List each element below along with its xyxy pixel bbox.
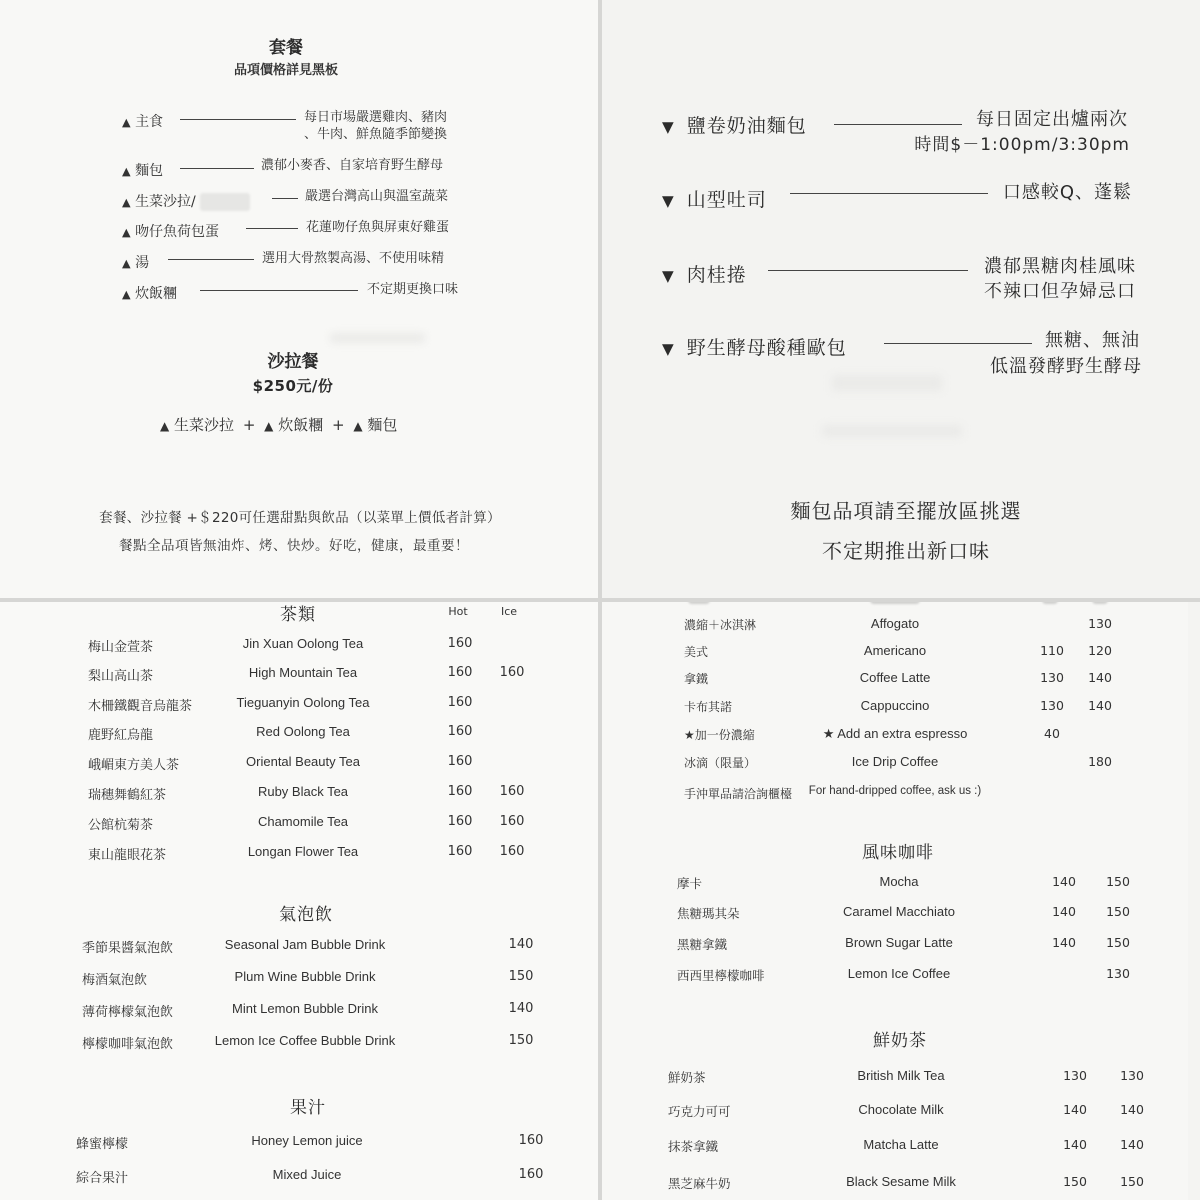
bread-desc: 濃郁黑糖肉桂風味 [984, 256, 1136, 277]
item-hot-price: 160 [447, 844, 473, 859]
bread-note: 不定期推出新口味 [822, 539, 990, 563]
bread-desc: 不辣口但孕婦忌口 [984, 281, 1136, 302]
item-ice-price: 140 [1120, 1102, 1144, 1117]
juice-title: 果汁 [290, 1098, 326, 1118]
item-name: 主食 [135, 114, 164, 130]
item-zh-name: 焦糖瑪其朵 [677, 906, 740, 921]
milk-tea-title: 鮮奶茶 [873, 1031, 927, 1051]
redacted-mark [200, 193, 250, 211]
item-price: 160 [518, 1167, 544, 1182]
item-hot-price: 160 [447, 814, 473, 829]
item-en-name: Americano [863, 643, 927, 658]
item-hot-price: 130 [1040, 670, 1064, 685]
item-price: 160 [518, 1133, 544, 1148]
item-name: 吻仔魚荷包蛋 [135, 224, 220, 240]
item-zh-name: 蜂蜜檸檬 [76, 1137, 129, 1152]
item-en-name: Tieguanyin Oolong Tea [236, 695, 370, 710]
item-zh-name: 手沖單品請洽詢櫃檯 [684, 787, 793, 801]
salad-title: 沙拉餐 [267, 352, 319, 372]
item-zh-name: 東山龍眼花茶 [88, 848, 167, 863]
item-en-name: Black Sesame Milk [846, 1174, 956, 1189]
item-zh-name: 巧克力可可 [668, 1104, 731, 1119]
item-desc: 、牛肉、鮮魚隨季節變換 [304, 127, 448, 142]
item-price: 140 [508, 1001, 534, 1016]
salad-price: $250元/份 [252, 377, 334, 395]
item-price: 140 [508, 937, 534, 952]
item-zh-name: 美式 [684, 645, 709, 659]
bread-desc: 每日固定出爐兩次 [976, 109, 1128, 130]
combo-item: 麵包 [367, 416, 398, 434]
item-en-name: Coffee Latte [859, 670, 931, 685]
item-hot-price: 160 [447, 784, 473, 799]
item-desc: 每日市場嚴選雞肉、豬肉 [304, 110, 448, 125]
item-zh-name: 鮮奶茶 [668, 1070, 706, 1085]
item-zh-name: 薄荷檸檬氣泡飲 [82, 1005, 174, 1020]
item-desc: 選用大骨熬製高湯、不使用味精 [262, 251, 445, 266]
item-en-name: Ruby Black Tea [257, 784, 349, 799]
item-name: 湯 [135, 255, 150, 271]
item-zh-name: ★加一份濃縮 [684, 728, 755, 742]
item-en-name: For hand-dripped coffee, ask us :) [808, 785, 982, 797]
item-ice-price: 140 [1120, 1137, 1144, 1152]
set-meal-item: ▲ 麵包 [122, 163, 164, 179]
set-meal-title: 套餐 [269, 38, 303, 58]
item-hot-price: 130 [1040, 698, 1064, 713]
item-zh-name: 抹茶拿鐵 [668, 1139, 719, 1154]
item-hot-price: 160 [447, 695, 473, 710]
item-zh-name: 鹿野紅烏龍 [88, 728, 154, 743]
item-hot-price: 160 [447, 754, 473, 769]
item-ice-price: 130 [1088, 616, 1112, 631]
item-zh-name: 梨山高山茶 [88, 669, 154, 684]
col-ice: Ice [500, 605, 518, 618]
item-name: 麵包 [135, 163, 164, 179]
item-hot-price: 140 [1063, 1137, 1087, 1152]
item-ice-price: 150 [1106, 874, 1130, 889]
bread-note: 麵包品項請至擺放區挑選 [790, 499, 1022, 523]
item-en-name: Mint Lemon Bubble Drink [232, 1001, 378, 1016]
item-en-name: Matcha Latte [863, 1137, 939, 1152]
item-zh-name: 梅酒氣泡飲 [82, 973, 148, 988]
set-meal-note: 餐點全品項皆無油炸、烤、快炒。好吃，健康，最重要！ [119, 538, 469, 554]
item-ice-price: 160 [499, 844, 525, 859]
combo-item: 炊飯糰 [278, 416, 324, 434]
combo-item: 生菜沙拉 [174, 416, 235, 434]
item-hot-price: 130 [1063, 1068, 1087, 1083]
item-en-name: High Mountain Tea [248, 665, 358, 680]
bread-name: 鹽卷奶油麵包 [686, 115, 807, 137]
item-hot-price: 140 [1063, 1102, 1087, 1117]
item-zh-name: 西西里檸檬咖啡 [677, 968, 765, 983]
bubble-title: 氣泡飲 [279, 905, 333, 925]
set-meal-panel [0, 0, 598, 598]
item-zh-name: 木柵鐵觀音烏龍茶 [88, 699, 193, 714]
set-meal-item: ▲ 湯 [122, 255, 150, 271]
item-ice-price: 150 [1106, 935, 1130, 950]
item-en-name: Lemon Ice Coffee [847, 966, 951, 981]
bread-name: 山型吐司 [686, 189, 767, 211]
item-zh-name: 拿鐵 [684, 672, 709, 686]
item-en-name: Seasonal Jam Bubble Drink [224, 937, 386, 952]
item-ice-price: 180 [1088, 754, 1112, 769]
item-ice-price: 130 [1106, 966, 1130, 981]
item-ice-price: 150 [1106, 904, 1130, 919]
item-en-name: Honey Lemon juice [251, 1133, 363, 1148]
flavor-coffee-title: 風味咖啡 [862, 843, 934, 863]
set-meal-note: 套餐、沙拉餐 +＄220可任選甜點與飲品（以菜單上價低者計算） [99, 510, 501, 526]
item-ice-price: 160 [499, 784, 525, 799]
bread-name: 肉桂捲 [686, 264, 747, 286]
drinks-panel-right [602, 602, 1200, 1200]
item-en-name: British Milk Tea [857, 1068, 945, 1083]
bread-desc: 低溫發酵野生酵母 [990, 356, 1142, 377]
bread-item: ▼ 肉桂捲 [662, 264, 747, 286]
item-hot-price: 160 [447, 636, 473, 651]
item-hot-price: 140 [1052, 874, 1076, 889]
item-zh-name: 峨嵋東方美人茶 [88, 758, 180, 773]
item-zh-name: 季節果醬氣泡飲 [82, 941, 174, 956]
bread-panel [602, 0, 1200, 598]
item-ice-price: 120 [1088, 643, 1112, 658]
set-meal-item: ▲ 生菜沙拉/ [122, 191, 250, 211]
item-ice-price: 130 [1120, 1068, 1144, 1083]
item-zh-name: 瑞穗舞鶴紅茶 [88, 788, 167, 803]
item-price: 150 [508, 1033, 534, 1048]
item-en-name: Chocolate Milk [858, 1102, 944, 1117]
item-en-name: Brown Sugar Latte [845, 935, 953, 950]
item-ice-price: 160 [499, 665, 525, 680]
item-en-name: Oriental Beauty Tea [246, 754, 360, 769]
bread-desc: 口感較Q、蓬鬆 [1002, 182, 1132, 203]
item-desc: 濃郁小麥香、自家培育野生酵母 [261, 158, 444, 173]
set-meal-subtitle: 品項價格詳見黑板 [233, 63, 339, 78]
item-en-name: Lemon Ice Coffee Bubble Drink [214, 1033, 396, 1048]
item-hot-price: 140 [1052, 935, 1076, 950]
bread-item: ▼ 鹽卷奶油麵包 [662, 115, 807, 137]
item-zh-name: 檸檬咖啡氣泡飲 [82, 1037, 174, 1052]
item-price: 150 [508, 969, 534, 984]
bread-desc: 時間$－1:00pm/3:30pm [914, 135, 1130, 155]
bread-item: ▼ 山型吐司 [662, 189, 767, 211]
col-hot: Hot [448, 605, 468, 618]
item-hot-price: 160 [447, 665, 473, 680]
item-hot-price: 140 [1052, 904, 1076, 919]
item-en-name: Mixed Juice [272, 1167, 342, 1182]
item-en-name: Mocha [879, 874, 919, 889]
tea-title: 茶類 [280, 605, 316, 625]
item-en-name: ★ Add an extra espresso [822, 726, 968, 741]
item-hot-price: 40 [1044, 726, 1060, 741]
item-hot-price: 160 [447, 724, 473, 739]
item-zh-name: 黑芝麻牛奶 [668, 1176, 731, 1191]
item-en-name: Chamomile Tea [257, 814, 349, 829]
item-ice-price: 140 [1088, 670, 1112, 685]
item-zh-name: 公館杭菊茶 [88, 818, 154, 833]
item-desc: 不定期更換口味 [367, 282, 459, 297]
item-zh-name: 摩卡 [677, 876, 703, 891]
item-name: 炊飯糰 [135, 286, 178, 302]
item-en-name: Red Oolong Tea [256, 724, 350, 739]
item-desc: 花蓮吻仔魚與屏東好雞蛋 [306, 220, 450, 235]
item-hot-price: 150 [1063, 1174, 1087, 1189]
item-zh-name: 濃縮＋冰淇淋 [684, 618, 757, 632]
bread-name: 野生酵母酸種歐包 [686, 337, 847, 359]
item-en-name: Caramel Macchiato [843, 904, 955, 919]
item-name: 生菜沙拉/ [135, 194, 196, 210]
item-zh-name: 綜合果汁 [76, 1171, 129, 1186]
item-en-name: Cappuccino [860, 698, 930, 713]
item-zh-name: 梅山金萱茶 [88, 640, 154, 655]
item-en-name: Affogato [870, 616, 920, 631]
set-meal-item: ▲ 吻仔魚荷包蛋 [122, 224, 220, 240]
item-hot-price: 110 [1040, 643, 1064, 658]
item-en-name: Jin Xuan Oolong Tea [242, 636, 364, 651]
item-ice-price: 140 [1088, 698, 1112, 713]
salad-combo: ▲ 生菜沙拉 + ▲ 炊飯糰 + ▲ 麵包 [160, 416, 398, 434]
set-meal-item: ▲ 炊飯糰 [122, 286, 178, 302]
item-zh-name: 卡布其諾 [684, 700, 733, 714]
item-zh-name: 黑糖拿鐵 [677, 937, 728, 952]
bread-item: ▼ 野生酵母酸種歐包 [662, 337, 847, 359]
item-desc: 嚴選台灣高山與溫室蔬菜 [305, 189, 449, 204]
item-ice-price: 150 [1120, 1174, 1144, 1189]
item-en-name: Longan Flower Tea [247, 844, 359, 859]
item-ice-price: 160 [499, 814, 525, 829]
item-zh-name: 冰滴（限量） [684, 756, 757, 770]
drinks-panel-left [0, 602, 598, 1200]
set-meal-item: ▲ 主食 [122, 114, 164, 130]
item-en-name: Plum Wine Bubble Drink [234, 969, 376, 984]
bread-desc: 無糖、無油 [1045, 330, 1140, 351]
item-en-name: Ice Drip Coffee [851, 754, 939, 769]
